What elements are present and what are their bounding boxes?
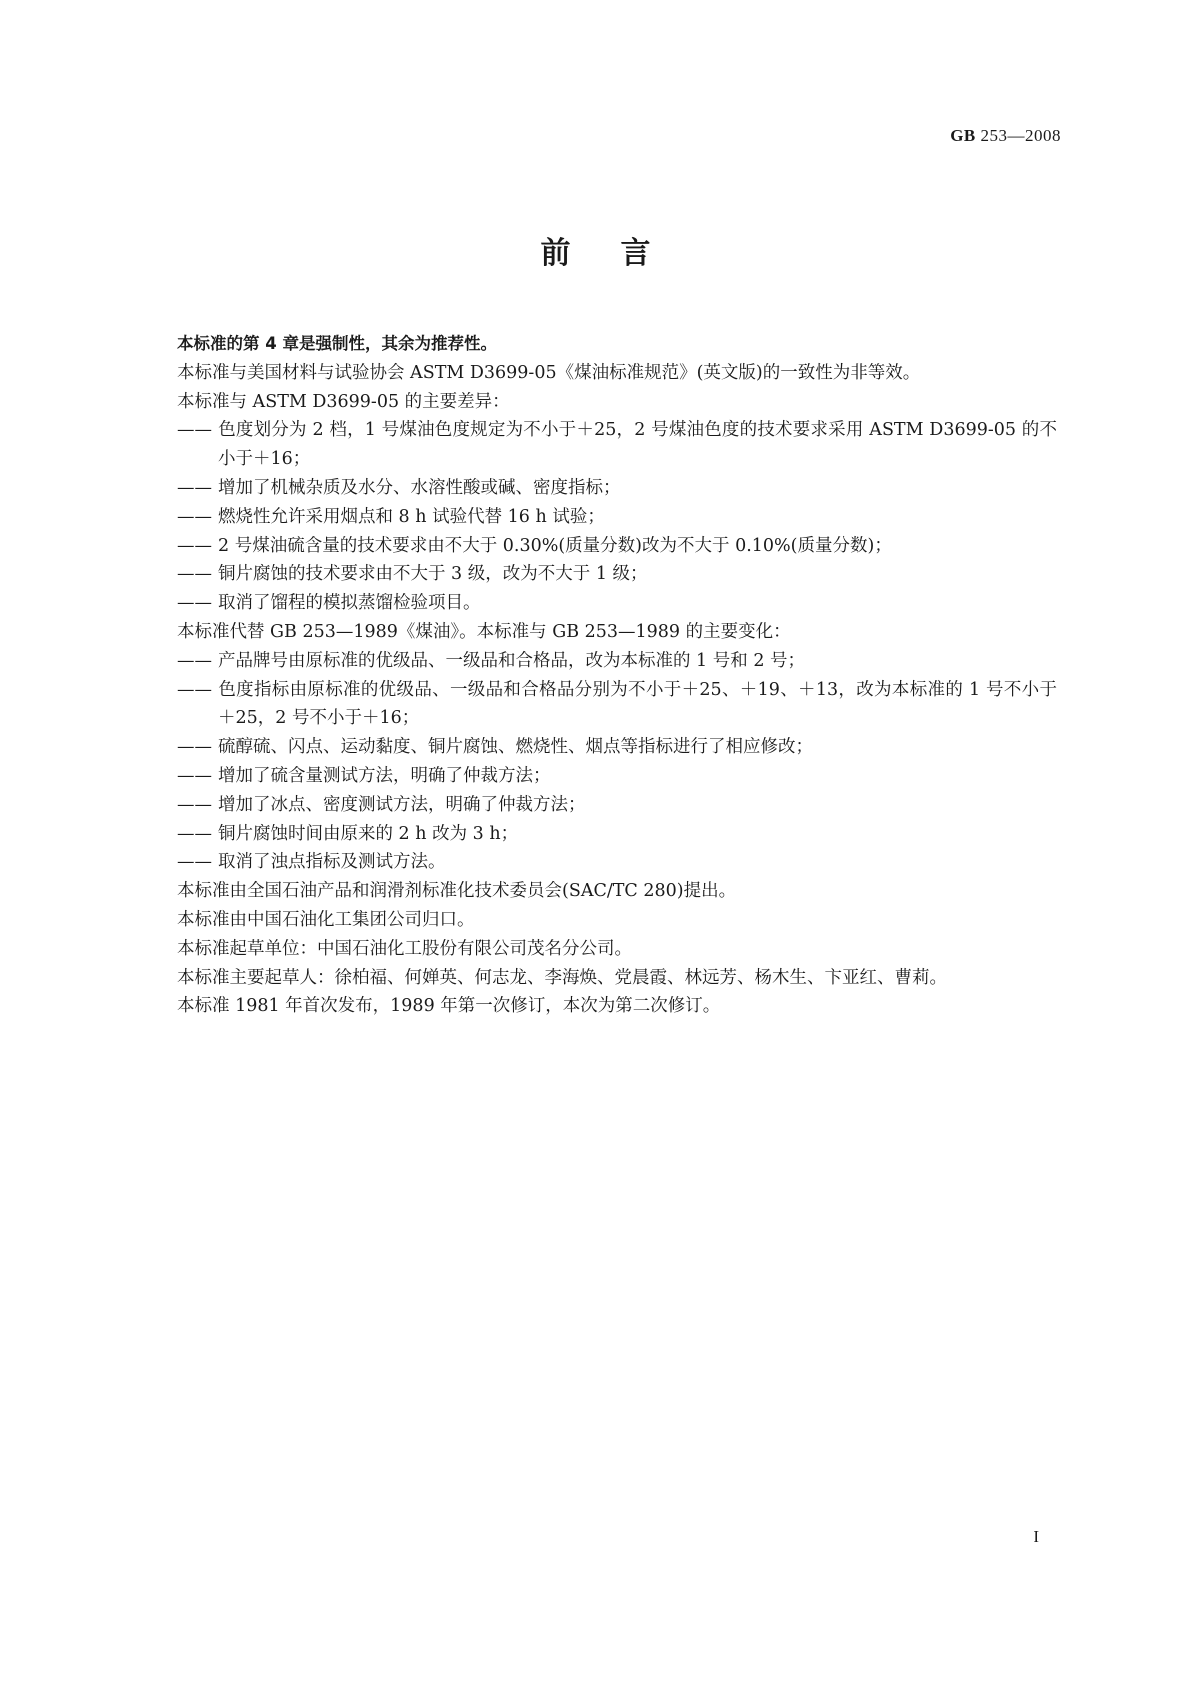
list-item	[177, 848, 1057, 877]
paragraph: 本标准代替 GB 253—1989《煤油》。本标准与 GB 253—1989 的主要变化：	[177, 621, 791, 642]
list-item	[177, 676, 1057, 734]
item-text: 产品牌号由原标准的优级品、一级品和合格品，改为本标准的 1 号和 2 号；	[218, 650, 806, 671]
paragraph: 本标准 1981 年首次发布，1989 年第一次修订，本次为第二次修订。	[177, 996, 721, 1017]
standard-code	[950, 126, 1061, 146]
foreword-body	[177, 330, 1057, 1021]
item-text: 色度指标由原标准的优级品、一级品和合格品分别为不小于＋25、＋19、＋13，改为本标准的 1 号不小于＋25，2 号不小于＋16；	[218, 679, 1057, 729]
item-dash: ——	[177, 737, 212, 758]
list-item	[177, 589, 1057, 618]
item-dash: ——	[177, 679, 212, 700]
item-text: 取消了浊点指标及测试方法。	[218, 852, 446, 873]
item-text: 铜片腐蚀时间由原来的 2 h 改为 3 h；	[218, 823, 519, 844]
list-item	[177, 532, 1057, 561]
item-dash: ——	[177, 420, 212, 441]
item-text: 硫醇硫、闪点、运动黏度、铜片腐蚀、燃烧性、烟点等指标进行了相应修改；	[218, 737, 813, 758]
paragraph: 本标准由中国石油化工集团公司归口。	[177, 909, 475, 930]
item-text: 增加了机械杂质及水分、水溶性酸或碱、密度指标；	[218, 477, 621, 498]
item-text: 铜片腐蚀的技术要求由不大于 3 级，改为不大于 1 级；	[218, 564, 648, 585]
lead-paragraph: 本标准的第 4 章是强制性，其余为推荐性。	[177, 334, 497, 353]
item-text: 增加了硫含量测试方法，明确了仲裁方法；	[218, 765, 551, 786]
paragraph: 本标准由全国石油产品和润滑剂标准化技术委员会(SAC/TC 280)提出。	[177, 881, 737, 902]
list-item	[177, 503, 1057, 532]
page-title: 前言	[540, 236, 701, 271]
item-dash: ——	[177, 535, 212, 556]
list-item	[177, 791, 1057, 820]
item-text: 燃烧性允许采用烟点和 8 h 试验代替 16 h 试验；	[218, 506, 605, 527]
list-item	[177, 560, 1057, 589]
item-text: 取消了馏程的模拟蒸馏检验项目。	[218, 593, 481, 614]
item-text: 增加了冰点、密度测试方法，明确了仲裁方法；	[218, 794, 586, 815]
page-number: I	[1033, 1527, 1039, 1546]
item-dash: ——	[177, 794, 212, 815]
list-item	[177, 647, 1057, 676]
item-dash: ——	[177, 477, 212, 498]
item-dash: ——	[177, 765, 212, 786]
paragraph: 本标准与 ASTM D3699-05 的主要差异：	[177, 391, 510, 412]
list-item	[177, 416, 1057, 474]
list-item	[177, 474, 1057, 503]
item-dash: ——	[177, 650, 212, 671]
item-text: 色度划分为 2 档，1 号煤油色度规定为不小于＋25，2 号煤油色度的技术要求采用 ASTM D3699-05 的不小于＋16；	[218, 420, 1057, 470]
item-dash: ——	[177, 852, 212, 873]
list-item	[177, 733, 1057, 762]
list-item	[177, 820, 1057, 849]
paragraph: 本标准主要起草人：徐柏福、何婵英、何志龙、李海焕、党晨霞、林远芳、杨木生、卞亚红、曹莉。	[177, 967, 947, 988]
item-dash: ——	[177, 593, 212, 614]
item-dash: ——	[177, 564, 212, 585]
paragraph: 本标准与美国材料与试验协会 ASTM D3699-05《煤油标准规范》(英文版)的一致性为非等效。	[177, 362, 921, 383]
paragraph: 本标准起草单位：中国石油化工股份有限公司茂名分公司。	[177, 938, 632, 959]
list-item	[177, 762, 1057, 791]
item-dash: ——	[177, 506, 212, 527]
item-dash: ——	[177, 823, 212, 844]
item-text: 2 号煤油硫含量的技术要求由不大于 0.30%(质量分数)改为不大于 0.10%(质量分数)；	[218, 535, 892, 556]
standard-prefix: GB	[950, 126, 976, 145]
standard-number: 253—2008	[980, 126, 1061, 145]
